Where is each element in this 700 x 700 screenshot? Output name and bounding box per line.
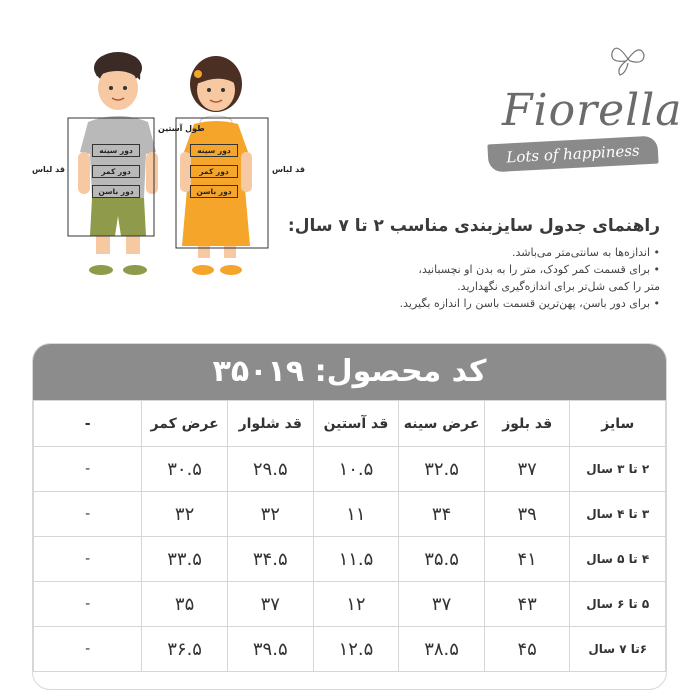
cell-value: ۳۸.۵ (399, 627, 485, 672)
cell-value: ۳۷ (484, 447, 570, 492)
cell-value: ۱۰.۵ (313, 447, 399, 492)
guide-title: راهنمای جدول سایزبندی مناسب ۲ تا ۷ سال: (287, 216, 660, 236)
cell-empty: - (34, 582, 142, 627)
cell-value: ۱۱ (313, 492, 399, 537)
boy-waist-label: دور کمر (92, 165, 140, 178)
boy-dress-length-label: قد لباس (32, 165, 65, 174)
header-chest-width: عرض سینه (399, 401, 485, 447)
cell-value: ۳۹.۵ (227, 627, 313, 672)
guide-note: • برای دور باسن، پهن‌ترین قسمت باسن را اندازه بگیرید. (399, 297, 660, 310)
cell-value: ۳۲ (227, 492, 313, 537)
cell-empty: - (34, 447, 142, 492)
header-waist-width: عرض کمر (142, 401, 228, 447)
header-top-length: قد بلوز (484, 401, 570, 447)
brand-logo (480, 35, 683, 175)
size-table-card (32, 343, 667, 690)
cell-value: ۱۲.۵ (313, 627, 399, 672)
table-row (34, 537, 666, 582)
cell-empty: - (34, 627, 142, 672)
cell-value: ۳۵ (142, 582, 228, 627)
cell-value: ۳۹ (484, 492, 570, 537)
boy-chest-label: دور سینه (92, 144, 140, 157)
cell-value: ۳۷ (227, 582, 313, 627)
boy-hip-label: دور باسن (92, 185, 140, 198)
cell-empty: - (34, 537, 142, 582)
guide-note: • برای قسمت کمر کودک، متر را به بدن او نچسبانید، (418, 263, 660, 276)
header-sleeve-length: قد آستین (313, 401, 399, 447)
cell-empty: - (34, 492, 142, 537)
size-table (33, 400, 666, 672)
product-code: کد محصول: ۳۵۰۱۹ (33, 344, 666, 400)
cell-value: ۴۳ (484, 582, 570, 627)
cell-value: ۴۱ (484, 537, 570, 582)
header-empty: - (34, 401, 142, 447)
header-pants-length: قد شلوار (227, 401, 313, 447)
guide-note: متر را کمی شل‌تر برای اندازه‌گیری نگهدارید. (457, 280, 660, 293)
cell-value: ۴۵ (484, 627, 570, 672)
girl-hip-label: دور باسن (190, 185, 238, 198)
guide-note: • اندازه‌ها به سانتی‌متر می‌باشد. (512, 246, 660, 259)
girl-chest-label: دور سینه (190, 144, 238, 157)
brand-name: Fiorella (502, 85, 683, 136)
girl-dress-length-label: قد لباس (272, 165, 305, 174)
cell-value: ۳۴ (399, 492, 485, 537)
cell-size: ۳ تا ۴ سال (570, 492, 666, 537)
size-guide (280, 216, 660, 312)
cell-value: ۳۶.۵ (142, 627, 228, 672)
brand-tagline: Lots of happiness (505, 141, 641, 167)
cell-value: ۱۱.۵ (313, 537, 399, 582)
size-illustration (0, 40, 305, 290)
cell-value: ۳۲.۵ (399, 447, 485, 492)
tagline-banner (487, 136, 658, 173)
cell-value: ۱۲ (313, 582, 399, 627)
cell-size: ۶تا ۷ سال (570, 627, 666, 672)
table-row (34, 492, 666, 537)
cell-value: ۳۴.۵ (227, 537, 313, 582)
cell-value: ۲۹.۵ (227, 447, 313, 492)
cell-value: ۳۰.۵ (142, 447, 228, 492)
table-row (34, 627, 666, 672)
cell-value: ۳۳.۵ (142, 537, 228, 582)
table-row (34, 447, 666, 492)
girl-waist-label: دور کمر (190, 165, 238, 178)
cell-value: ۳۲ (142, 492, 228, 537)
cell-size: ۲ تا ۳ سال (570, 447, 666, 492)
cell-size: ۵ تا ۶ سال (570, 582, 666, 627)
cell-size: ۴ تا ۵ سال (570, 537, 666, 582)
butterfly-icon (608, 39, 648, 79)
header-size: سایز (570, 401, 666, 447)
boy-sleeve-label: طول آستین (158, 124, 205, 133)
table-row (34, 582, 666, 627)
boy-figure (68, 52, 158, 275)
cell-value: ۳۷ (399, 582, 485, 627)
table-header-row (34, 401, 666, 447)
cell-value: ۳۵.۵ (399, 537, 485, 582)
